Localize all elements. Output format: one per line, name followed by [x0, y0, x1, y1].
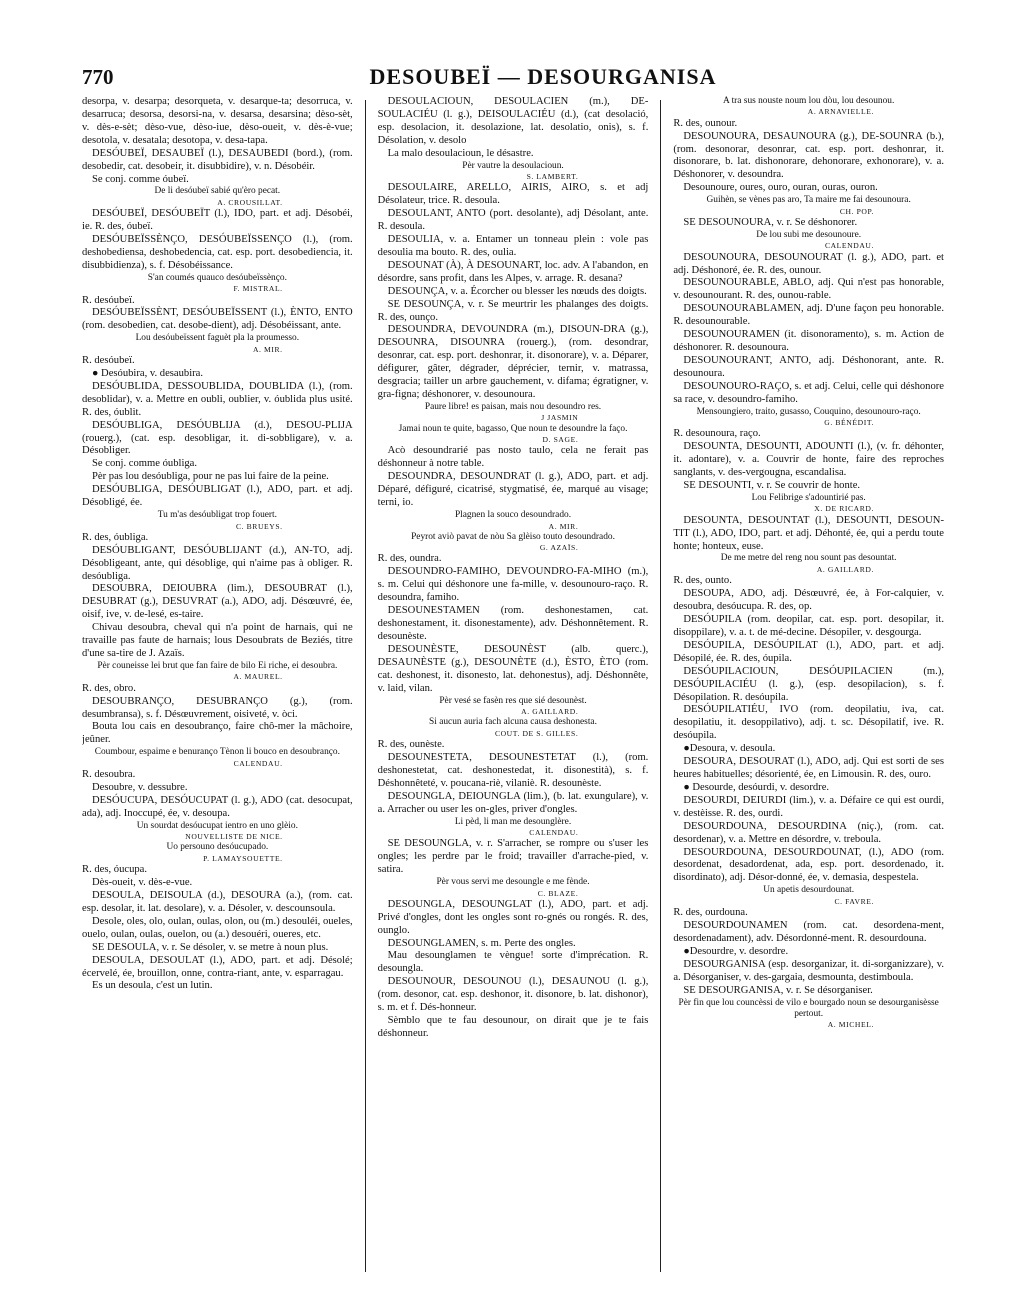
- citation: Pèr vesé se fasèn res que sié desounèst.: [439, 695, 587, 706]
- citation-author: CALENDAU.: [529, 828, 579, 838]
- dictionary-entry: Bouta lou cais en desoubranço, faire chô-mer la mâchoire, jeûner.: [82, 721, 353, 746]
- dictionary-entry: DESOUNDRA, DESOUNDRAT (l. g.), ADO, part. et adj. Déparé, défiguré, cicatrisé, stygmatisé, ée, marqué au visage; terni, io.: [377, 471, 649, 509]
- column-2: [378, 96, 649, 1286]
- citation: De me metre del reng nou sount pas desountat.: [720, 553, 897, 564]
- dictionary-entry: SE DESOUNTI, v. r. Se couvrir de honte.: [683, 480, 861, 492]
- citation-author: X. DE RICARD.: [814, 504, 874, 514]
- citation: Guihèn, se vènes pas aro, Ta maire me fai desounoura.: [706, 195, 911, 206]
- citation-author: G. AZAÏS.: [539, 543, 579, 553]
- dictionary-entry: DESOURDI, DEIURDI (lim.), v. a. Défaire ce qui est ourdi, v. destèisse. R. des, ourdi.: [673, 794, 944, 819]
- dictionary-entry: DESÓUBLIGA, DESÓUBLIGAT (l.), ADO, part. et adj. Désobligé, ée.: [82, 484, 353, 509]
- dictionary-entry: DESOUNOURAMEN (it. disonoramento), s. m. Action de déshonorer. R. desounoura.: [673, 329, 944, 354]
- dictionary-entry: DESOUNOURABLE, ABLO, adj. Qui n'est pas honorable, v. desounourant. R. des, ounou-rable.: [673, 277, 944, 302]
- citation: Un apetis desourdounat.: [763, 885, 855, 896]
- citation: Plagnen la souco desoundrado.: [454, 510, 572, 521]
- dictionary-entry: DESOUNDRO-FAMIHO, DEVOUNDRO-FA-MIHO (m.), s. m. Celui qui déshonore une fa-mille, v. desounouro-raço. R. desoundra, famiho.: [377, 566, 649, 604]
- citation-author: A. MAUREL.: [233, 672, 283, 682]
- dictionary-entry: DESÓUBLIGANT, DESÓUBLIJANT (d.), AN-TO, adj. Désobligeant, ante, qui désoblige, qui n'aime pas à obliger. R. desóubliga.: [82, 544, 353, 582]
- dictionary-entry: Desounoure, oures, ouro, ouran, ouras, ouron.: [683, 182, 878, 194]
- dictionary-entry: DESOULIA, v. a. Entamer un tonneau plein : vole pas desoulia ma bouto. R. des, oulia.: [377, 234, 649, 258]
- citation: Pèr vautre la desoulacioun.: [462, 160, 564, 171]
- citation-author: A. CROUSILLAT.: [217, 197, 283, 207]
- dictionary-entry: DESOUNTA, DESOUNTAT (l.), DESOUNTI, DESOUN-TIT (l.), ADO, IDO, part. et adj. Déhonté, ée, qui a perdu toute honte; honteux, euse.: [673, 514, 944, 552]
- dictionary-entry: Es un desoula, c'est un lutin.: [92, 980, 213, 992]
- dictionary-entry: ● Desourde, desóurdi, v. desordre.: [683, 781, 830, 793]
- entry-line: R. des, obro.: [82, 682, 136, 694]
- dictionary-entry: Chivau desoubra, cheval qui n'a point de harnais, qui ne travaille pas faute de harnais; lous Desoubrats de Beziés, titre d'une sa-tire de J. Azaïs.: [82, 622, 353, 660]
- text-columns: [82, 96, 944, 1286]
- citation-author: A. MIR.: [548, 521, 579, 531]
- citation-author: A. ARNAVIELLE.: [807, 107, 874, 117]
- dictionary-entry: DESOUNOUR, DESOUNOU (l.), DESAUNOU (l. g.), (rom. desonor, cat. esp. deshonor, it. disonore, b. lat. dishonor), s. m. et f. Dés-honneur.: [377, 976, 649, 1014]
- citation: Uo persouno desóucupado.: [166, 842, 269, 853]
- column-divider: [660, 100, 661, 1272]
- citation-author: A. GAILLARD.: [816, 564, 874, 574]
- entry-line: R. des, ounto.: [673, 575, 732, 587]
- citation: De li desóubeï sabié qu'èro pecat.: [154, 186, 281, 197]
- citation: Lou desóubeïssent faguèt pla la proumesso.: [135, 333, 300, 344]
- citation: Li pèd, li man me desounglère.: [454, 816, 572, 827]
- dictionary-entry: DESÓUBEÏ, DESÓUBEÏT (l.), IDO, part. et adj. Désobéi, ie. R. des, óubeï.: [82, 208, 353, 233]
- dictionary-entry: DESOULANT, ANTO (port. desolante), adj Désolant, ante. R. desoula.: [377, 208, 649, 233]
- citation-author: A. MIR.: [252, 344, 283, 354]
- dictionary-entry: DESOUNÈSTE, DESOUNÈST (alb. querc.), DESAUNÈSTE (g.), DESOUNÈTE (d.), ÈSTO, ÈTO (rom. cat. deshonest, it. disonesto, lat. dehonestus), adj. Déshonnête, v. laid, vilan.: [377, 643, 649, 694]
- dictionary-entry: DESOURDOUNA, DESOURDINA (niç.), (rom. cat. desordenar), v. a. Mettre en désordre, v. treboula.: [673, 820, 944, 845]
- dictionary-entry: DESOUNÇA, v. a. Écorcher ou blesser les nœuds des doigts.: [387, 285, 647, 297]
- dictionary-entry: DESOURA, DESOURAT (l.), ADO, adj. Qui est sorti de ses heures habituelles; désorienté, ée, en Limousin. R. des, ouro.: [673, 756, 944, 781]
- entry-line: R. des, óubliga.: [82, 531, 149, 543]
- citation: Coumbour, espaime e benuranço Tènon li bouco en desoubranço.: [94, 747, 340, 758]
- citation-author: G. BÉNÉDIT.: [824, 418, 874, 428]
- dictionary-entry: DESOURDOUNA, DESOURDOUNAT, (l.), ADO (rom. desordenat, desadordenat, ada, esp. port. desordenado, it. disordinato), adj. Désor-donné, ée, v. demasia, despestela.: [673, 846, 944, 884]
- citation-author: CH. POP.: [839, 206, 874, 216]
- entry-line: R. des, ounèste.: [377, 739, 445, 751]
- citation: Pèr vous servi me desoungle e me fènde.: [436, 877, 590, 888]
- dictionary-entry: DESOUBRANÇO, DESUBRANÇO (g.), (rom. desumbransa), s. f. Désœuvrement, oisiveté, v. òci.: [82, 695, 353, 720]
- dictionary-entry: Se conj. comme óubeï.: [92, 173, 189, 185]
- dictionary-entry: DESOUNAT (À), À DESOUNART, loc. adv. A l'abandon, en désordre, sans profit, dans les Alpes, v. arrage. R. desana?: [377, 259, 649, 284]
- dictionary-entry: DESOUNOURABLAMEN, adj. D'une façon peu honorable. R. desounourable.: [673, 303, 944, 328]
- entry-line: R. des, ourdouna.: [673, 907, 748, 919]
- citation-author: F. MISTRAL.: [233, 284, 283, 294]
- dictionary-entry: ● Desóubira, v. desaubira.: [92, 367, 204, 379]
- dictionary-entry: ●Desourdre, v. desordre.: [683, 945, 789, 957]
- citation: De lou subi me desounoure.: [756, 229, 862, 240]
- dictionary-entry: SE DESOULA, v. r. Se désoler, v. se metre à noun plus.: [92, 941, 329, 953]
- dictionary-entry: SE DESOUNGLA, v. r. S'arracher, se rompre ou s'user les ongles; les perdre par le froid; travailler d'arrache-pied, v. satira.: [377, 838, 649, 876]
- dictionary-entry: DESÓUPILA (rom. deopilar, cat. esp. port. desopilar, it. disoppilare), v. a. t. de mé-decine. Désopiler, v. desgourga.: [673, 613, 944, 638]
- dictionary-entry: DESOUPA, ADO, adj. Désœuvré, ée, à For-calquier, v. desoubra, desóucupa. R. des, op.: [673, 588, 944, 613]
- citation: A tra sus nouste noum lou dòu, lou desounou.: [722, 96, 895, 106]
- column-divider: [365, 100, 366, 1272]
- dictionary-entry: DESÓUBLIDA, DESSOUBLIDA, DOUBLIDA (l.), (rom. desoblidar), v. a. Mettre en oubli, oublier, v. óublida plus usité. R. des, óublit.: [82, 380, 353, 418]
- dictionary-entry: SE DESOUNOURA, v. r. Se déshonorer.: [683, 216, 858, 228]
- dictionary-entry: DESÓUPILACIOUN, DESÓUPILACIEN (m.), DESÓUPILACIÉU (l. g.), (esp. desopilacion), s. f. Désopilation. R. desóupila.: [673, 665, 944, 703]
- dictionary-entry: Dès-oueit, v. dès-e-vue.: [92, 877, 193, 889]
- dictionary-entry: DESOUNGLAMEN, s. m. Perte des ongles.: [387, 937, 576, 949]
- dictionary-entry: DESÓUBEÏ, DESAUBEÏ (l.), DESAUBEDI (bord.), (rom. desobedir, cat. desobeir, it. disubbidire), v. n. Désobéir.: [82, 147, 353, 172]
- citation-author: NOUVELLISTE DE NICE.: [185, 832, 283, 842]
- dictionary-entry: DESÓUPILATIÉU, IVO (rom. deopilatiu, iva, cat. desopilatiu, it. desoppilativo), adj. t. sc. Désopilatif, ive. R. desóupila.: [673, 704, 944, 742]
- dictionary-entry: DESOULAIRE, ARELLO, AIRIS, AIRO, s. et adj Désolateur, trice. R. desoula.: [377, 182, 649, 207]
- citation-author: CALENDAU.: [233, 758, 283, 768]
- dictionary-entry: Se conj. comme óubliga.: [92, 458, 198, 470]
- dictionary-entry: SE DESOURGANISA, v. r. Se désorganiser.: [683, 984, 873, 996]
- citation-author: J JASMIN: [541, 413, 579, 423]
- dictionary-entry: ●Desoura, v. desoula.: [683, 743, 776, 755]
- dictionary-entry: Desole, oles, olo, oulan, oulas, olon, ou (m.) desouléi, oueles, ouelo, oulan, oulas, ouelon, ou (a.) desouéri, oueres, etc.: [82, 915, 353, 940]
- citation-author: A. GAILLARD.: [521, 707, 579, 717]
- citation: Mensoungiero, traito, gusasso, Couquino, desounouro-raço.: [696, 406, 921, 417]
- dictionary-entry: DESOUBRA, DEIOUBRA (lim.), DESOUBRAT (l.), DESUBRAT (g.), DESUVRAT (a.), ADO, adj. Désœuvré, ée, oisif, ive, v. de-lesé, es-taire.: [82, 583, 353, 621]
- citation: Lou Felibrige s'adountirié pas.: [751, 493, 866, 503]
- citation: Paure libre! es paisan, mais nou desoundro res.: [424, 402, 602, 412]
- citation: S'an coumés quauco desóubeïssènço.: [147, 272, 287, 283]
- citation-author: CALENDAU.: [824, 241, 874, 251]
- citation: Pèr couneisse lei brut que fan faire de bilo Ei riche, ei desoubra.: [97, 660, 338, 671]
- dictionary-entry: Pèr pas lou desóubliga, pour ne pas lui faire de la peine.: [92, 471, 329, 483]
- entry-line: R. desóubeï.: [82, 294, 135, 306]
- dictionary-entry: DESÓUBEÏSSÈNT, DESÓUBEÏSSENT (l.), ÈNTO, ENTO (rom. desobedien, cat. desobe-dient), adj. Désobéissant, ante.: [82, 307, 353, 332]
- dictionary-entry: DESOULACIOUN, DESOULACIEN (m.), DE-SOULACIÉU (l. g.), DEISOULACIÉU (d.), (cat desolació, esp. desolacion, it. desolazione, lat. desolatio, onis), s. f. Désolation, v. desolo: [377, 96, 649, 146]
- entry-line: desorpa, v. desarpa; desorqueta, v. desarque-ta; desorruca, v. desarruca; desorsa, desorsi-na, v. desarsa, desarsina; dèso-sèt, v. dès-e-sèt; dèso-vue, dèso-iue, dèso-oueit, v. dès-è-vue; desotola, v. desatala; desotopa, v. desa-tapa.: [82, 96, 353, 146]
- citation-author: P. LAMAYSOUETTE.: [203, 853, 283, 863]
- citation: Si aucun auria fach alcuna causa deshonesta.: [429, 717, 597, 728]
- dictionary-entry: Acò desoundrarié pas nosto taulo, cela ne ferait pas déshonneur à notre table.: [377, 445, 649, 470]
- dictionary-entry: DESOUNESTETA, DESOUNESTETAT (l.), (rom. deshonestetat, cat. deshonestedat, it. disonestità), s. f. Déshonnêteté, v. poucana-riè, vilaniè. R. desounèste.: [377, 751, 649, 789]
- citation-author: S. LAMBERT.: [526, 172, 579, 182]
- dictionary-entry: DESOUNOURA, DESAUNOURA (g.), DE-SOUNRA (b.), (rom. desonorar, desonrar, cat. esp. port. deshonrar, it. disonorare, b. lat. dishonorare, dehonorare, exhonorare), v. a. Déshonorer, v. desoundra.: [673, 130, 944, 181]
- dictionary-entry: DESÓUCUPA, DESÓUCUPAT (l. g.), ADO (cat. desocupat, ada), adj. Inoccupé, ée, v. desoupa.: [82, 794, 353, 819]
- dictionary-entry: Mau desounglamen te vèngue! sorte d'imprécation. R. desoungla.: [377, 950, 649, 975]
- entry-line: R. desoubra.: [82, 769, 136, 781]
- dictionary-entry: DESÓUPILA, DESÓUPILAT (l.), ADO, part. et adj. Désopilé, ée. R. des, óupila.: [673, 639, 944, 664]
- entry-line: R. des, óucupa.: [82, 864, 148, 876]
- dictionary-entry: SE DESOUNÇA, v. r. Se meurtrir les phalanges des doigts. R. des, ounço.: [377, 298, 649, 323]
- citation-author: COUT. DE S. GILLES.: [494, 728, 579, 738]
- dictionary-entry: DESOUNGLA, DEIOUNGLA (lim.), (b. lat. exungulare), v. a. Arracher ou user les on-gles, priver d'ongles.: [377, 790, 649, 815]
- dictionary-entry: DESOUNESTAMEN (rom. deshonestamen, cat. deshonestament, it. disonestamente), adv. Déshonnêtement. R. desounèste.: [377, 605, 649, 643]
- dictionary-entry: DESOURGANISA (esp. desorganizar, it. di-sorganizzare), v. a. Désorganiser, v. des-gargaia, desmounta, destimboula.: [673, 958, 944, 983]
- column-1: [82, 96, 353, 1286]
- citation: Tu m'as desóubligat trop fouert.: [157, 510, 277, 521]
- page-number: 770: [82, 65, 114, 89]
- dictionary-entry: DESOUNOURANT, ANTO, adj. Déshonorant, ante. R. desounoura.: [673, 354, 944, 379]
- citation-author: C. BRUEYS.: [235, 521, 283, 531]
- dictionary-entry: DESOUNGLA, DESOUNGLAT (l.), ADO, part. et adj. Privé d'ongles, dont les ongles sont ro-gnés ou rongés. R. des, ounglo.: [377, 898, 649, 936]
- dictionary-entry: DESÓUBLIGA, DESÓUBLIJA (d.), DESOU-PLIJA (rouerg.), (cat. esp. desobligar, it. di-sobbligare), v. a. Désobliger.: [82, 419, 353, 457]
- citation: Jamai noun te quite, bagasso, Que noun te desoundre la faço.: [398, 423, 628, 434]
- citation: Pèr fin que lou councèssi de vilo e bourgado noun se desourganisèsse pertout.: [678, 997, 939, 1019]
- citation-author: C. FAVRE.: [834, 896, 874, 906]
- citation: Un sourdat desóucupat ientro en uno glèio.: [136, 820, 298, 831]
- citation-author: C. BLAZE.: [537, 888, 579, 898]
- dictionary-entry: DESÓUBEÏSSÈNÇO, DESÓUBEÏSSENÇO (l.), (rom. deshobediensa, deshobedencia, cat. esp. port. desobediencia, it. disubbidienza), s. f. Désobéissance.: [82, 234, 353, 271]
- dictionary-entry: DESOUNDRA, DEVOUNDRA (m.), DISOUN-DRA (g.), DESOUNRA, DISOUNRA (rouerg.), (rom. desondrar, desonrar, cat. esp. port. deshonrar, it. disonorare), v. a. Déparer, défigurer, gâter, dégrader, déprécier, ternir, v. matrassa, desgracia; tailler un arbre gauchement, v. difama; égratigner, v. gra-figna; déshonorer, v. desounoura.: [377, 324, 649, 401]
- page-header: [82, 64, 944, 94]
- citation: Peyrot aviò pavat de nòu Sa glèiso touto desoundrado.: [411, 531, 615, 542]
- dictionary-entry: DESOULA, DEISOULA (d.), DESOURA (a.), (rom. cat. esp. desolar, it. lat. desolare), v. a. Désoler, v. descounsoula.: [82, 890, 353, 914]
- running-title: DESOUBEÏ — DESOURGANISA: [369, 64, 717, 89]
- dictionary-entry: Desoubre, v. dessubre.: [92, 781, 188, 793]
- entry-line: R. desounoura, raço.: [673, 428, 761, 440]
- dictionary-entry: DESOUNOURO-RAÇO, s. et adj. Celui, celle qui déshonore sa race, v. desoundro-famiho.: [673, 380, 944, 405]
- dictionary-entry: La malo desoulacioun, le désastre.: [387, 147, 534, 159]
- dictionary-entry: DESOUNTA, DESOUNTI, ADOUNTI (l.), (v. fr. déhonter, it. adontare), v. a. Couvrir de honte, faire des reproches sanglants, v. des-vergougna, escandalisa.: [673, 441, 944, 479]
- entry-line: R. des, oundra.: [377, 553, 442, 565]
- dictionary-entry: DESOURDOUNAMEN (rom. cat. desordena-ment, desordenadament), adv. Désordonné-ment. R. desourdouna.: [673, 919, 944, 944]
- dictionary-entry: DESOUNOURA, DESOUNOURAT (l. g.), ADO, part. et adj. Déshonoré, ée. R. des, ounour.: [673, 251, 944, 276]
- column-3: [673, 96, 944, 1286]
- citation-author: A. MICHEL.: [827, 1020, 874, 1030]
- dictionary-entry: Sèmblo que te fau desounour, on dirait que je te fais déshonneur.: [377, 1015, 649, 1040]
- entry-line: R. des, ounour.: [673, 117, 738, 129]
- entry-line: R. desóubeï.: [82, 354, 135, 366]
- dictionary-entry: DESOULA, DESOULAT (l.), ADO, part. et adj. Désolé; écervelé, ée, brouillon, onne, contra-riant, ante, v. esparragau.: [82, 954, 353, 979]
- citation-author: D. SAGE.: [542, 435, 579, 445]
